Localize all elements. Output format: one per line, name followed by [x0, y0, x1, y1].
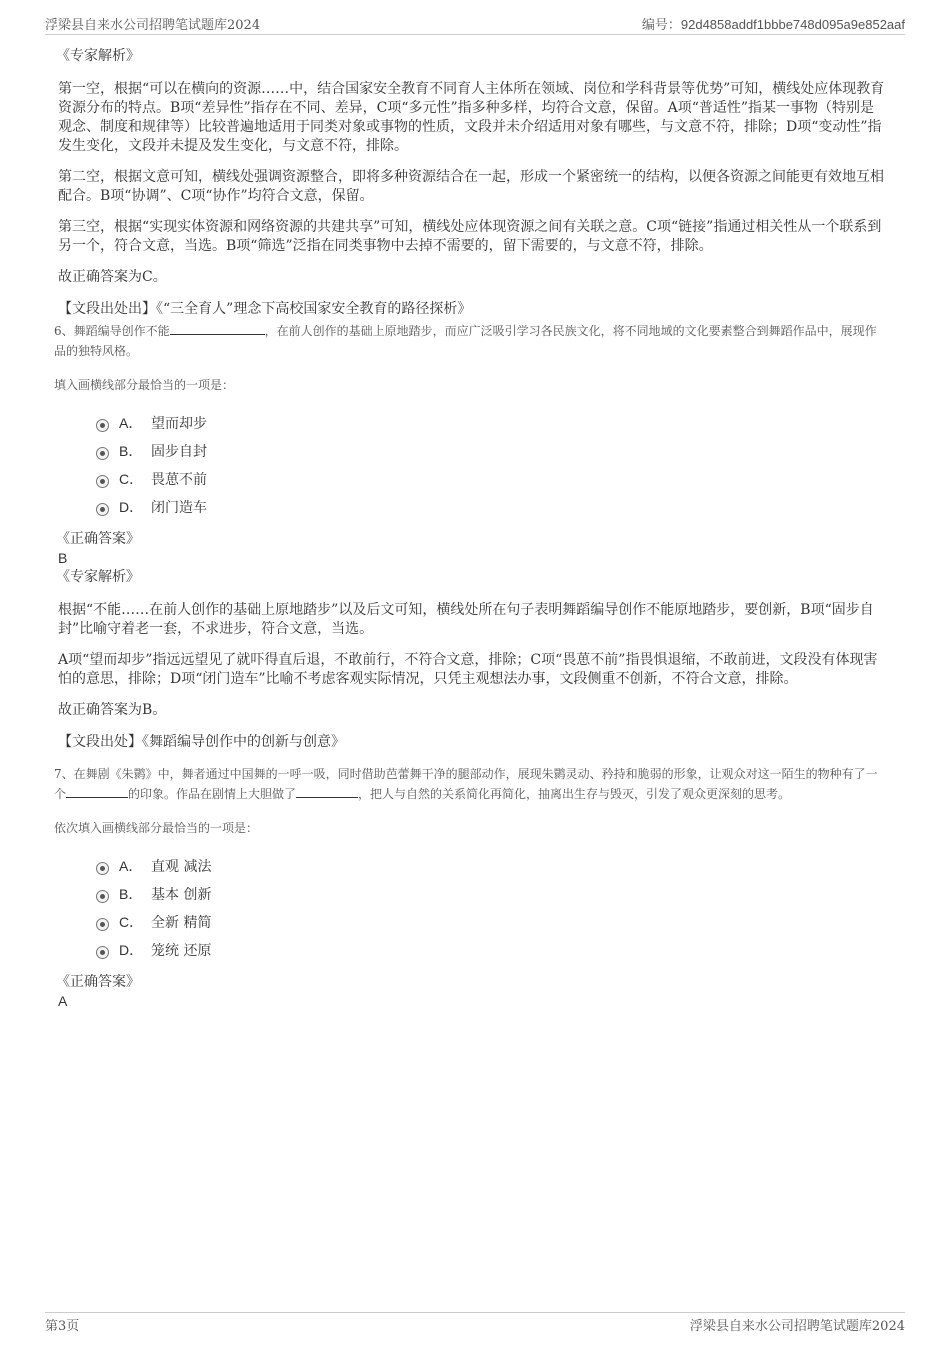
- fill-blank: [296, 785, 358, 798]
- expert-analysis-label: 《专家解析》: [56, 569, 140, 585]
- option-a[interactable]: A． 直观 减法: [96, 852, 888, 880]
- question-7-options: [96, 852, 888, 964]
- analysis-paragraph: 根据“不能……在前人创作的基础上原地踏步”以及后文可知，横线处所在句子表明舞蹈编导创作不能原地踏步，要创新，B项“固步自封”比喻守着老一套，不求进步，符合文意，当选。: [58, 602, 874, 637]
- question-6-prompt: 填入画横线部分最恰当的一项是：: [54, 378, 235, 392]
- page-footer: [45, 1312, 905, 1335]
- expert-analysis-label: 《专家解析》: [56, 48, 140, 64]
- page-number: 第3页: [45, 1319, 80, 1334]
- radio-icon[interactable]: [96, 890, 109, 903]
- option-b[interactable]: B． 固步自封: [96, 437, 888, 465]
- correct-answer: B: [58, 550, 68, 566]
- question-6-options: [96, 409, 888, 521]
- fill-blank: [170, 322, 265, 335]
- question-7-stem: 7、在舞剧《朱鹮》中，舞者通过中国舞的一呼一吸，同时借助芭蕾舞干净的腿部动作，展现朱鹮灵动、矜持和脆弱的形象，让观众对这一陌生的物种有了一个 的印象。作品在剧情上大胆做了 ，把人与自然的关系简化再简化，抽离出生存与毁灭，引发了观众更深刻的思考。: [54, 767, 878, 801]
- radio-icon[interactable]: [96, 447, 109, 460]
- header-title: 浮梁县自来水公司招聘笔试题库2024: [45, 18, 261, 33]
- option-c[interactable]: C． 全新 精简: [96, 908, 888, 936]
- option-a[interactable]: A． 望而却步: [96, 409, 888, 437]
- analysis-conclusion: 故正确答案为B。: [58, 702, 167, 718]
- question-6-stem: 6、舞蹈编导创作不能 ，在前人创作的基础上原地踏步，而应广泛吸引学习各民族文化，将不同地域的文化要素整合到舞蹈作品中，展现作品的独特风格。: [54, 324, 877, 358]
- radio-icon[interactable]: [96, 419, 109, 432]
- analysis-paragraph: 第三空，根据“实现实体资源和网络资源的共建共享”可知，横线处应体现资源之间有关联之意。C项“链接”指通过相关性从一个联系到另一个，符合文意，当选。B项“筛选”泛指在同类事物中去掉不需要的，留下需要的，与文意不符，排除。: [58, 219, 882, 254]
- radio-icon[interactable]: [96, 862, 109, 875]
- radio-icon[interactable]: [96, 503, 109, 516]
- question-7-prompt: 依次填入画横线部分最恰当的一项是：: [54, 821, 259, 835]
- option-b[interactable]: B． 基本 创新: [96, 880, 888, 908]
- analysis-paragraph: 第二空，根据文意可知，横线处强调资源整合，即将多种资源结合在一起，形成一个紧密统一的结构，以便各资源之间能更有效地互相配合。B项“协调”、C项“协作”均符合文意，保留。: [58, 169, 884, 204]
- header-code: 编号：92d4858addf1bbbe748d095a9e852aaf: [641, 17, 905, 32]
- option-d[interactable]: D． 笼统 还原: [96, 936, 888, 964]
- analysis-conclusion: 故正确答案为C。: [58, 269, 167, 285]
- analysis-paragraph: 第一空，根据“可以在横向的资源……中，结合国家安全教育不同育人主体所在领域、岗位和学科背景等优势”可知，横线处应体现教育资源分布的特点。B项“差异性”指存在不同、差异，C项“多元性”指多种多样，均符合文意，保留。A项“普适性”指某一事物（特别是观念、制度和规律等）比较普遍地适用于同类对象或事物的性质，文段并未介绍适用对象有哪些，与文意不符，排除；D项“变动性”指发生变化，文段并未提及发生变化，与文意不符，排除。: [58, 81, 885, 154]
- footer-title: 浮梁县自来水公司招聘笔试题库2024: [689, 1319, 905, 1334]
- source-citation: 【文段出处】《舞蹈编导创作中的创新与创意》: [58, 734, 345, 750]
- radio-icon[interactable]: [96, 946, 109, 959]
- page-content: [56, 46, 888, 1010]
- analysis-paragraph: A项“望而却步”指远远望见了就吓得直后退，不敢前行，不符合文意，排除；C项“畏葸不前”指畏惧退缩，不敢前进，文段没有体现害怕的意思，排除；D项“闭门造车”比喻不考虑客观实际情况，只凭主观想法办事，文段侧重不创新，不符合文意，排除。: [58, 652, 878, 687]
- radio-icon[interactable]: [96, 918, 109, 931]
- source-citation: 【文段出处出】《“三全育人”理念下高校国家安全教育的路径探析》: [58, 301, 472, 317]
- option-d[interactable]: D． 闭门造车: [96, 493, 888, 521]
- correct-answer-label: 《正确答案》: [56, 531, 140, 547]
- fill-blank: [66, 785, 128, 798]
- radio-icon[interactable]: [96, 475, 109, 488]
- correct-answer-label: 《正确答案》: [56, 974, 140, 990]
- option-c[interactable]: C． 畏葸不前: [96, 465, 888, 493]
- correct-answer: A: [58, 993, 68, 1009]
- page-header: [45, 14, 905, 35]
